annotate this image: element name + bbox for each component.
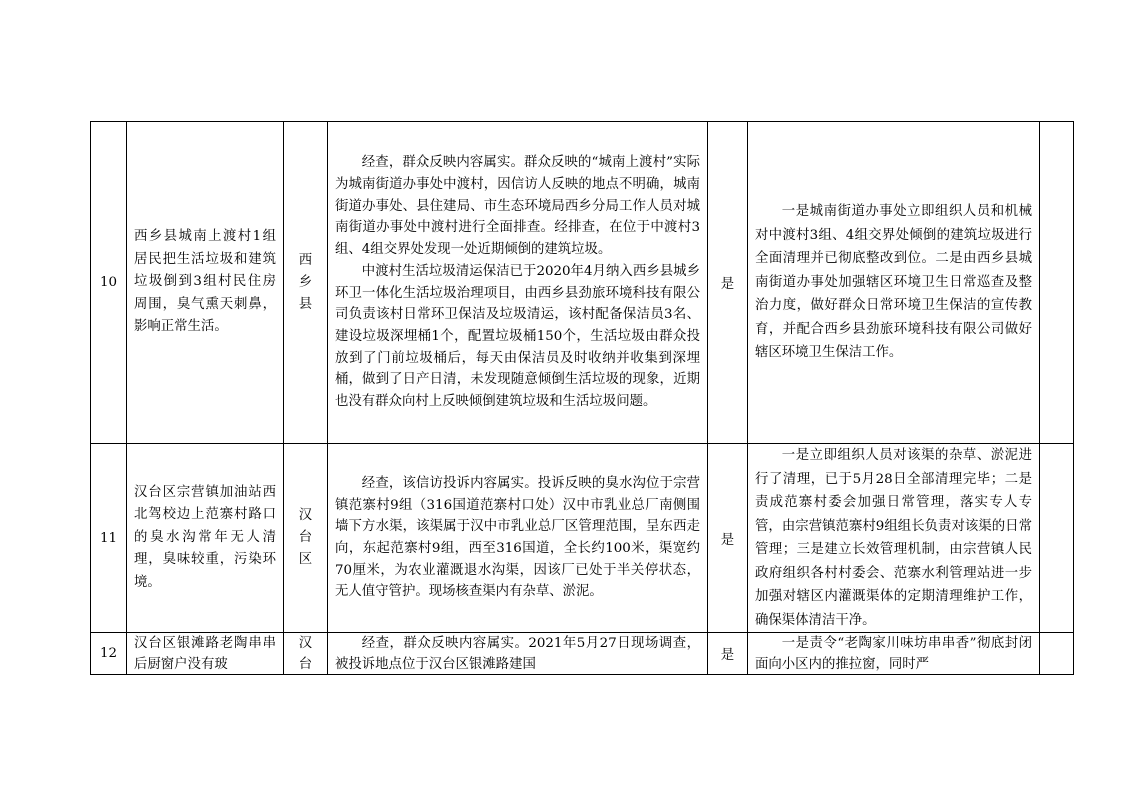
measures-paragraph: 一是城南街道办事处立即组织人员和机械对中渡村3组、4组交界处倾倒的建筑垃圾进行全面清理并已彻底整改到位。二是由西乡县城南街道办事处加强辖区环境卫生日常巡查及整治力度，做好群众日常环境卫生保洁的宣传教育，并配合西乡县劲旅环境科技有限公司做好辖区环境卫生保洁工作。 [755,204,1032,361]
findings-clip [335,633,700,673]
findings-cell [328,122,708,444]
verified-cell: 是 [708,122,748,444]
county-char: 县 [298,296,313,312]
county-char: 台 [298,530,313,545]
complaint-table [90,121,1074,675]
findings-paragraph: 经查，群众反映内容属实。2021年5月27日现场调查，被投诉地点位于汉台区银滩路建国 [335,636,700,672]
county-char: 台 [298,657,313,672]
measures-clip [755,633,1032,673]
county-char: 区 [298,552,313,567]
remarks-cell [1040,444,1074,633]
findings-paragraph: 中渡村生活垃圾清运保洁已于2020年4月纳入西乡县城乡环卫一体化生活垃圾治理项目，由西乡县劲旅环境科技有限公司负责该村日常环卫保洁及垃圾清运，该村配备保洁员3名、建设垃圾深埋桶1个，配置垃圾桶150个，生活垃圾由群众投放到了门前垃圾桶后，每天由保洁员及时收纳并收集到深埋桶，做到了日产日清，未发现随意倾倒生活垃圾的现象，近期也没有群众向村上反映倾倒建筑垃圾和生活垃圾问题。 [335,263,700,410]
complaint-content: 汉台区宗营镇加油站西北驾校边上范寨村路口的臭水沟常年无人清理，臭味较重，污染环境。 [127,444,284,633]
row-number: 11 [91,444,127,633]
complaint-content [127,633,284,675]
row-number: 10 [91,122,127,444]
findings-paragraph: 经查，群众反映内容属实。群众反映的“城南上渡村”实际为城南街道办事处中渡村，因信访人反映的地点不明确，城南街道办事处、县住建局、市生态环境局西乡分局工作人员对城南街道办事处中渡村进行全面排查。经排查，在位于中渡村3组、4组交界处发现一处近期倾倒的建筑垃圾。 [335,155,700,258]
remarks-cell [1040,122,1074,444]
measures-cell [748,444,1040,633]
measures-cell [748,122,1040,444]
measures-paragraph: 一是责令“老陶家川味坊串串香”彻底封闭面向小区内的推拉窗，同时严 [755,636,1032,672]
findings-cell [328,633,708,675]
measures-paragraph: 一是立即组织人员对该渠的杂草、淤泥进行了清理，已于5月28日全部清理完毕；二是责成范寨村委会加强日常管理，落实专人专管，由宗营镇范寨村9组组长负责对该渠的日常管理；三是建立长效管理机制，由宗营镇人民政府组织各村村委会、范寨水利管理站进一步加强对辖区内灌溉渠体的定期清理维护工作，确保渠体清洁干净。 [755,448,1032,628]
county-char: 汉 [298,636,313,651]
county-char: 西 [298,252,313,268]
remarks-cell [1040,633,1074,675]
county-clip [284,633,327,673]
county-char: 乡 [298,274,313,290]
table-row [91,633,1074,675]
county-char: 汉 [298,508,313,523]
county-cell [284,633,328,675]
complaint-content: 西乡县城南上渡村1组居民把生活垃圾和建筑垃圾倒到3组村民住房周围，臭气熏天刺鼻，影响正常生活。 [127,122,284,444]
findings-cell [328,444,708,633]
county-cell [284,444,328,633]
row-number: 12 [91,633,127,675]
verified-cell: 是 [708,633,748,675]
table-row [91,122,1074,444]
measures-cell [748,633,1040,675]
county-cell [284,122,328,444]
table-row [91,444,1074,633]
findings-paragraph: 经查，该信访投诉内容属实。投诉反映的臭水沟位于宗营镇范寨村9组（316国道范寨村口处）汉中市乳业总厂南侧围墙下方水渠，该渠属于汉中市乳业总厂区管理范围，呈东西走向，东起范寨村9组，西至316国道，全长约100米，渠宽约70厘米，为农业灌溉退水沟渠，因该厂已处于半关停状态，无人值守管护。现场核查渠内有杂草、淤泥。 [335,475,700,600]
verified-cell: 是 [708,444,748,633]
complaint-text: 汉台区银滩路老陶串串后厨窗户没有玻 [134,636,276,672]
